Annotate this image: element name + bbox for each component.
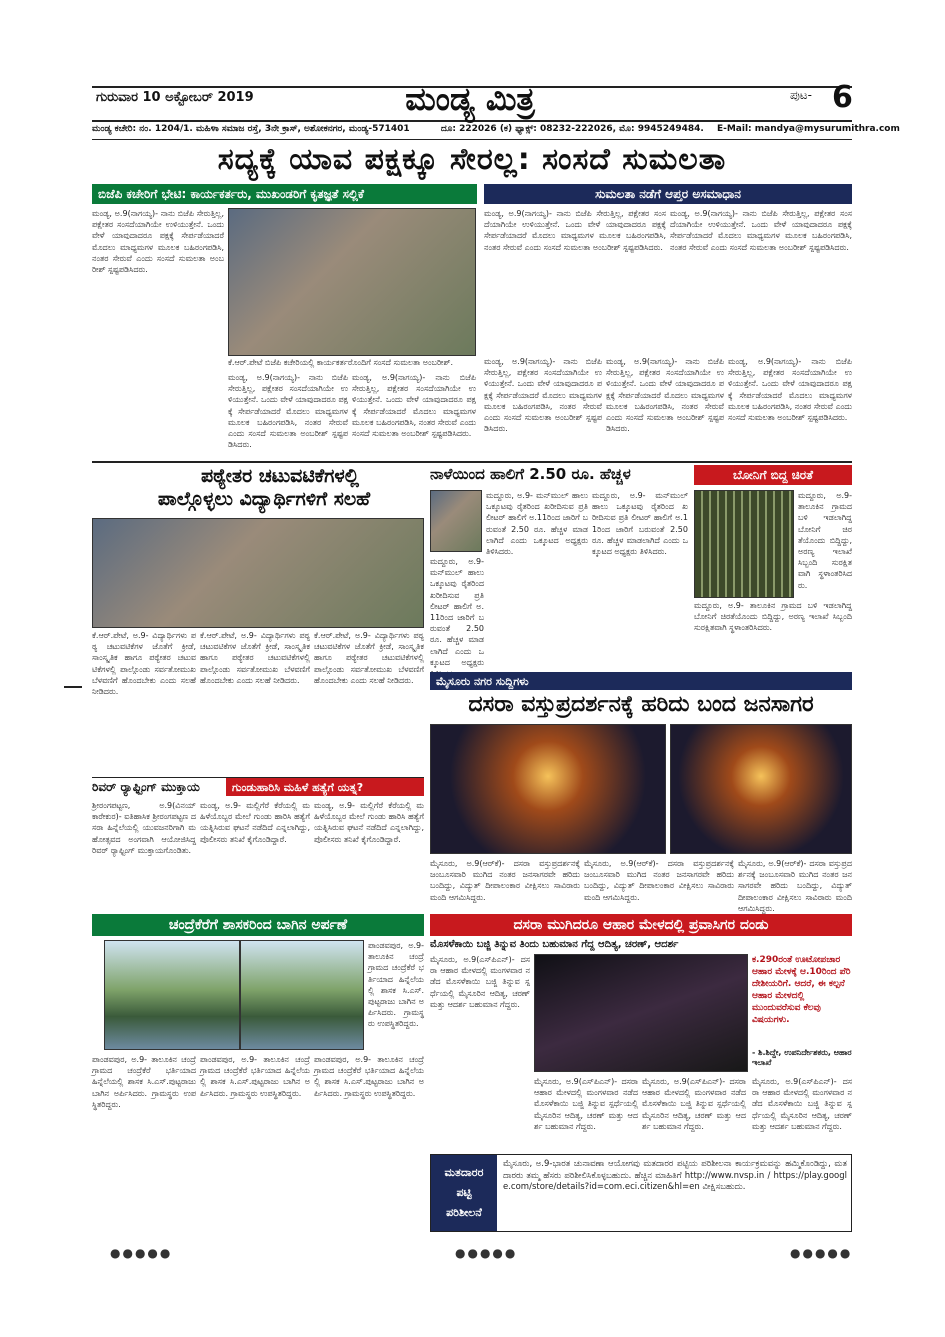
mysuru-section-label: ಮೈಸೂರು ನಗರ ಸುದ್ದಿಗಳು — [430, 672, 852, 690]
story7-body-col4: ಮೈಸೂರು, ಅ.9(ಎಸ್‌ಪಿಎನ್)- ದಸರಾ ಆಹಾರ ಮೇಳದಲ್ಲಿ ಮಂಗಳವಾರ ನಡೆದ ಮೊಸಳೆಕಾಯಿ ಬಜ್ಜಿ ತಿನ್ನುವ ಸ್ಪರ್ಧೆಯಲ್ಲಿ ಮೈಸೂರಿನ ಆದಿತ್ಯ, ಚರಣ್ ಮತ್ತು ಆದರ್ಶ ಬಹುಮಾನ ಗೆದ್ದರು. — [752, 1077, 852, 1131]
lead-body-col2: ಮಂಡ್ಯ, ಅ.9(ನಾಗಯ್ಯ)- ನಾನು ಬಿಜೆಪಿ ಸೇರುತ್ತಿಲ್ಲ, ಪಕ್ಷೇತರ ಸಂಸದೆಯಾಗಿಯೇ ಉಳಿಯುತ್ತೇನೆ. ಒಂದು ವೇಳೆ ಯಾವುದಾದರೂ ಪಕ್ಷಕ್ಕೆ ಸೇರ್ಪಡೆಯಾದರೆ ಮೊದಲು ಮಾಧ್ಯಮಗಳ ಮೂಲಕ ಬಹಿರಂಗಪಡಿಸಿ, ನಂತರ ಸೇರುವೆ ಎಂದು ಸಂಸದೆ ಸುಮಲತಾ ಅಂಬರೀಶ್ ಸ್ಪಷ್ಟಪಡಿಸಿದರು. — [228, 373, 348, 450]
story3-body-col2: ಮದ್ದೂರು, ಅ.9- ಮನ್‌ಮುಲ್ ಹಾಲು ಒಕ್ಕೂಟವು ರೈತರಿಂದ ಖರೀದಿಸುವ ಪ್ರತಿ ಲೀಟರ್ ಹಾಲಿಗೆ ಅ.11ರಿಂದ ಜಾರಿಗೆ ಬರುವಂತೆ 2.50 ರೂ. ಹೆಚ್ಚಳ ಮಾಡಲಾಗಿದೆ ಎಂದು ಒಕ್ಕೂಟದ ಅಧ್ಯಕ್ಷರು ತಿಳಿಸಿದರು. — [592, 491, 688, 557]
story7-headline: ದಸರಾ ಮುಗಿದರೂ ಆಹಾರ ಮೇಳದಲ್ಲಿ ಪ್ರವಾಸಿಗರ ದಂಡು — [430, 914, 852, 936]
story8-body-col1: ಪಾಂಡವಪುರ, ಅ.9- ತಾಲೂಕಿನ ಚಂದ್ರೆ ಗ್ರಾಮದ ಚಂದ್ರೆಕೆರೆ ಭರ್ತಿಯಾದ ಹಿನ್ನೆಲೆಯಲ್ಲಿ ಶಾಸಕ ಸಿ.ಎಸ್.ಪುಟ್ಟರಾಜು ಬಾಗಿನ ಅರ್ಪಿಸಿದರು. ಗ್ರಾಮಸ್ಥರು ಉಪಸ್ಥಿತರಿದ್ದರು. — [92, 1055, 196, 1109]
story6-headline: ಗುಂಡುಹಾರಿಸಿ ಮಹಿಳೆ ಹತ್ಯೆಗೆ ಯತ್ನ? — [226, 778, 424, 796]
story8-headline: ಚಂದ್ರೆಕೆರೆಗೆ ಶಾಸಕರಿಂದ ಬಾಗಿನ ಅರ್ಪಣೆ — [92, 914, 424, 936]
story4-photo — [694, 490, 794, 598]
story4-body-col2: ಮದ್ದೂರು, ಅ.9- ತಾಲೂಕಿನ ಗ್ರಾಮದ ಬಳಿ ಇಡಲಾಗಿದ್ದ ಬೋನಿಗೆ ಚಿರತೆಯೊಂದು ಬಿದ್ದಿದ್ದು, ಅರಣ್ಯ ಇಲಾಖೆ ಸಿಬ್ಬಂದಿ ಸುರಕ್ಷಿತವಾಗಿ ಸ್ಥಳಾಂತರಿಸಿದರು. — [694, 601, 852, 633]
story8-body-col2: ಪಾಂಡವಪುರ, ಅ.9- ತಾಲೂಕಿನ ಚಂದ್ರೆ ಗ್ರಾಮದ ಚಂದ್ರೆಕೆರೆ ಭರ್ತಿಯಾದ ಹಿನ್ನೆಲೆಯಲ್ಲಿ ಶಾಸಕ ಸಿ.ಎಸ್.ಪುಟ್ಟರಾಜು ಬಾಗಿನ ಅರ್ಪಿಸಿದರು. ಗ್ರಾಮಸ್ಥರು ಉಪಸ್ಥಿತರಿದ್ದರು. — [200, 1055, 310, 1098]
story7-quote-author: - ಶಿ.ಶಿದ್ದೇ, ಉಪನಿರ್ದೇಶಕರು, ಆಹಾರ ಇಲಾಖೆ — [752, 1048, 852, 1067]
side-body-col1: ಮಂಡ್ಯ, ಅ.9(ನಾಗಯ್ಯ)- ನಾನು ಬಿಜೆಪಿ ಸೇರುತ್ತಿಲ್ಲ, ಪಕ್ಷೇತರ ಸಂಸದೆಯಾಗಿಯೇ ಉಳಿಯುತ್ತೇನೆ. ಒಂದು ವೇಳೆ ಯಾವುದಾದರೂ ಪಕ್ಷಕ್ಕೆ ಸೇರ್ಪಡೆಯಾದರೆ ಮೊದಲು ಮಾಧ್ಯಮಗಳ ಮೂಲಕ ಬಹಿರಂಗಪಡಿಸಿ, ನಂತರ ಸೇರುವೆ ಎಂದು ಸಂಸದೆ ಸುಮಲತಾ ಅಂಬರೀಶ್ ಸ್ಪಷ್ಟಪಡಿಸಿದರು. — [484, 209, 666, 252]
side-body-col5: ಮಂಡ್ಯ, ಅ.9(ನಾಗಯ್ಯ)- ನಾನು ಬಿಜೆಪಿ ಸೇರುತ್ತಿಲ್ಲ, ಪಕ್ಷೇತರ ಸಂಸದೆಯಾಗಿಯೇ ಉಳಿಯುತ್ತೇನೆ. ಒಂದು ವೇಳೆ ಯಾವುದಾದರೂ ಪಕ್ಷಕ್ಕೆ ಸೇರ್ಪಡೆಯಾದರೆ ಮೊದಲು ಮಾಧ್ಯಮಗಳ ಮೂಲಕ ಬಹಿರಂಗಪಡಿಸಿ, ನಂತರ ಸೇರುವೆ ಎಂದು ಸಂಸದೆ ಸುಮಲತಾ ಅಂಬರೀಶ್ ಸ್ಪಷ್ಟಪಡಿಸಿದರು. — [728, 357, 852, 423]
mysuru-body-col1: ಮೈಸೂರು, ಅ.9(ಆರ್‌ಕೆ)- ದಸರಾ ವಸ್ತುಪ್ರದರ್ಶನಕ್ಕೆ ಜಂಬೂಸವಾರಿ ಮುಗಿದ ನಂತರ ಜನಸಾಗರವೇ ಹರಿದು ಬಂದಿದ್ದು, ವಿದ್ಯುತ್ ದೀಪಾಲಂಕಾರ ವೀಕ್ಷಿಸಲು ಸಾವಿರಾರು ಮಂದಿ ಆಗಮಿಸಿದ್ದರು. — [430, 859, 580, 902]
story8-photo-ceremony — [104, 940, 240, 1050]
story2-body-col2: ಕೆ.ಆರ್.ಪೇಟೆ, ಅ.9- ವಿದ್ಯಾರ್ಥಿಗಳು ಪಠ್ಯ ಚಟುವಟಿಕೆಗಳ ಜೊತೆಗೆ ಕ್ರೀಡೆ, ಸಾಂಸ್ಕೃತಿಕ ಹಾಗೂ ಪಠ್ಯೇತರ ಚಟುವಟಿಕೆಗಳಲ್ಲಿ ಪಾಲ್ಗೊಂಡು ಸರ್ವತೋಮುಖ ಬೆಳವಣಿಗೆ ಹೊಂದಬೇಕು ಎಂದು ಸಲಹೆ ನೀಡಿದರು. — [200, 631, 310, 685]
story4-body-col1: ಮದ್ದೂರು, ಅ.9- ತಾಲೂಕಿನ ಗ್ರಾಮದ ಬಳಿ ಇಡಲಾಗಿದ್ದ ಬೋನಿಗೆ ಚಿರತೆಯೊಂದು ಬಿದ್ದಿದ್ದು, ಅರಣ್ಯ ಇಲಾಖೆ ಸಿಬ್ಬಂದಿ ಸುರಕ್ಷಿತವಾಗಿ ಸ್ಥಳಾಂತರಿಸಿದರು. — [798, 491, 852, 590]
side-body-col2: ಮಂಡ್ಯ, ಅ.9(ನಾಗಯ್ಯ)- ನಾನು ಬಿಜೆಪಿ ಸೇರುತ್ತಿಲ್ಲ, ಪಕ್ಷೇತರ ಸಂಸದೆಯಾಗಿಯೇ ಉಳಿಯುತ್ತೇನೆ. ಒಂದು ವೇಳೆ ಯಾವುದಾದರೂ ಪಕ್ಷಕ್ಕೆ ಸೇರ್ಪಡೆಯಾದರೆ ಮೊದಲು ಮಾಧ್ಯಮಗಳ ಮೂಲಕ ಬಹಿರಂಗಪಡಿಸಿ, ನಂತರ ಸೇರುವೆ ಎಂದು ಸಂಸದೆ ಸುಮಲತಾ ಅಂಬರೀಶ್ ಸ್ಪಷ್ಟಪಡಿಸಿದರು. — [670, 209, 852, 252]
voter-label-3: ಪರಿಶೀಲನೆ — [446, 1206, 482, 1219]
story8-photo-lake — [240, 940, 364, 1050]
story6-body-col1: ಮಂಡ್ಯ, ಅ.9- ಮಲ್ಲಿಗೆರೆ ಕೆರೆಯಲ್ಲಿ ಮಹಿಳೆಯೊಬ್ಬರ ಮೇಲೆ ಗುಂಡು ಹಾರಿಸಿ ಹತ್ಯೆಗೆ ಯತ್ನಿಸಿರುವ ಘಟನೆ ನಡೆದಿದೆ ಎನ್ನಲಾಗಿದ್ದು, ಪೊಲೀಸರು ತನಿಖೆ ಕೈಗೊಂಡಿದ್ದಾರೆ. — [200, 801, 310, 844]
story3-headline: ನಾಳೆಯಿಂದ ಹಾಲಿಗೆ 2.50 ರೂ. ಹೆಚ್ಚಳ — [430, 465, 631, 483]
story7-body-col1: ಮೈಸೂರು, ಅ.9(ಎಸ್‌ಪಿಎನ್)- ದಸರಾ ಆಹಾರ ಮೇಳದಲ್ಲಿ ಮಂಗಳವಾರ ನಡೆದ ಮೊಸಳೆಕಾಯಿ ಬಜ್ಜಿ ತಿನ್ನುವ ಸ್ಪರ್ಧೆಯಲ್ಲಿ ಮೈಸೂರಿನ ಆದಿತ್ಯ, ಚರಣ್ ಮತ್ತು ಆದರ್ಶ ಬಹುಮಾನ ಗೆದ್ದರು. — [430, 955, 530, 1009]
newspaper-title: ಮಂಡ್ಯ ಮಿತ್ರ — [405, 80, 535, 118]
office-info-line — [92, 124, 900, 140]
lead-body-col3: ಮಂಡ್ಯ, ಅ.9(ನಾಗಯ್ಯ)- ನಾನು ಬಿಜೆಪಿ ಸೇರುತ್ತಿಲ್ಲ, ಪಕ್ಷೇತರ ಸಂಸದೆಯಾಗಿಯೇ ಉಳಿಯುತ್ತೇನೆ. ಒಂದು ವೇಳೆ ಯಾವುದಾದರೂ ಪಕ್ಷಕ್ಕೆ ಸೇರ್ಪಡೆಯಾದರೆ ಮೊದಲು ಮಾಧ್ಯಮಗಳ ಮೂಲಕ ಬಹಿರಂಗಪಡಿಸಿ, ನಂತರ ಸೇರುವೆ ಎಂದು ಸಂಸದೆ ಸುಮಲತಾ ಅಂಬರೀಶ್ ಸ್ಪಷ್ಟಪಡಿಸಿದರು. — [352, 373, 476, 439]
story3-portrait — [430, 490, 482, 552]
story3-body-col0: ಮದ್ದೂರು, ಅ.9- ಮನ್‌ಮುಲ್ ಹಾಲು ಒಕ್ಕೂಟವು ರೈತರಿಂದ ಖರೀದಿಸುವ ಪ್ರತಿ ಲೀಟರ್ ಹಾಲಿಗೆ ಅ.11ರಿಂದ ಜಾರಿಗೆ ಬರುವಂತೆ 2.50 ರೂ. ಹೆಚ್ಚಳ ಮಾಡಲಾಗಿದೆ ಎಂದು ಒಕ್ಕೂಟದ ಅಧ್ಯಕ್ಷರು — [430, 557, 484, 667]
story5-headline: ರಿವರ್ ರ್‍ಯಾಫ್ಟಿಂಗ್ ಮುಕ್ತಾಯ — [92, 780, 200, 794]
voter-label-1: ಮತದಾರರ — [444, 1166, 484, 1179]
lead-body-col1: ಮಂಡ್ಯ, ಅ.9(ನಾಗಯ್ಯ)- ನಾನು ಬಿಜೆಪಿ ಸೇರುತ್ತಿಲ್ಲ, ಪಕ್ಷೇತರ ಸಂಸದೆಯಾಗಿಯೇ ಉಳಿಯುತ್ತೇನೆ. ಒಂದು ವೇಳೆ ಯಾವುದಾದರೂ ಪಕ್ಷಕ್ಕೆ ಸೇರ್ಪಡೆಯಾದರೆ ಮೊದಲು ಮಾಧ್ಯಮಗಳ ಮೂಲಕ ಬಹಿರಂಗಪಡಿಸಿ, ನಂತರ ಸೇರುವೆ ಎಂದು ಸಂಸದೆ ಸುಮಲತಾ ಅಂಬರೀಶ್ ಸ್ಪಷ್ಟಪಡಿಸಿದರು. — [92, 209, 224, 275]
story8-body-col3: ಪಾಂಡವಪುರ, ಅ.9- ತಾಲೂಕಿನ ಚಂದ್ರೆ ಗ್ರಾಮದ ಚಂದ್ರೆಕೆರೆ ಭರ್ತಿಯಾದ ಹಿನ್ನೆಲೆಯಲ್ಲಿ ಶಾಸಕ ಸಿ.ಎಸ್.ಪುಟ್ಟರಾಜು ಬಾಗಿನ ಅರ್ಪಿಸಿದರು. ಗ್ರಾಮಸ್ಥರು ಉಪಸ್ಥಿತರಿದ್ದರು. — [314, 1055, 424, 1098]
side-body-col4: ಮಂಡ್ಯ, ಅ.9(ನಾಗಯ್ಯ)- ನಾನು ಬಿಜೆಪಿ ಸೇರುತ್ತಿಲ್ಲ, ಪಕ್ಷೇತರ ಸಂಸದೆಯಾಗಿಯೇ ಉಳಿಯುತ್ತೇನೆ. ಒಂದು ವೇಳೆ ಯಾವುದಾದರೂ ಪಕ್ಷಕ್ಕೆ ಸೇರ್ಪಡೆಯಾದರೆ ಮೊದಲು ಮಾಧ್ಯಮಗಳ ಮೂಲಕ ಬಹಿರಂಗಪಡಿಸಿ, ನಂತರ ಸೇರುವೆ ಎಂದು ಸಂಸದೆ ಸುಮಲತಾ ಅಂಬರೀಶ್ ಸ್ಪಷ್ಟಪಡಿಸಿದರು. — [606, 357, 724, 434]
story8-body-col0: ಪಾಂಡವಪುರ, ಅ.9- ತಾಲೂಕಿನ ಚಂದ್ರೆ ಗ್ರಾಮದ ಚಂದ್ರೆಕೆರೆ ಭರ್ತಿಯಾದ ಹಿನ್ನೆಲೆಯಲ್ಲಿ ಶಾಸಕ ಸಿ.ಎಸ್.ಪುಟ್ಟರಾಜು ಬಾಗಿನ ಅರ್ಪಿಸಿದರು. ಗ್ರಾಮಸ್ಥರು ಉಪಸ್ಥಿತರಿದ್ದರು. — [368, 941, 424, 1029]
story6-body-col2: ಮಂಡ್ಯ, ಅ.9- ಮಲ್ಲಿಗೆರೆ ಕೆರೆಯಲ್ಲಿ ಮಹಿಳೆಯೊಬ್ಬರ ಮೇಲೆ ಗುಂಡು ಹಾರಿಸಿ ಹತ್ಯೆಗೆ ಯತ್ನಿಸಿರುವ ಘಟನೆ ನಡೆದಿದೆ ಎನ್ನಲಾಗಿದ್ದು, ಪೊಲೀಸರು ತನಿಖೆ ಕೈಗೊಂಡಿದ್ದಾರೆ. — [314, 801, 424, 844]
page-label: ಪುಟ- — [790, 88, 812, 102]
lead-photo-caption: ಕೆ.ಆರ್.ಪೇಟೆ ಬಿಜೆಪಿ ಕಚೇರಿಯಲ್ಲಿ ಕಾರ್ಯಕರ್ತರೊಂದಿಗೆ ಸಂಸದೆ ಸುಮಲತಾ ಅಂಬರೀಶ್. — [228, 358, 453, 367]
story2-body-col3: ಕೆ.ಆರ್.ಪೇಟೆ, ಅ.9- ವಿದ್ಯಾರ್ಥಿಗಳು ಪಠ್ಯ ಚಟುವಟಿಕೆಗಳ ಜೊತೆಗೆ ಕ್ರೀಡೆ, ಸಾಂಸ್ಕೃತಿಕ ಹಾಗೂ ಪಠ್ಯೇತರ ಚಟುವಟಿಕೆಗಳಲ್ಲಿ ಪಾಲ್ಗೊಂಡು ಸರ್ವತೋಮುಖ ಬೆಳವಣಿಗೆ ಹೊಂದಬೇಕು ಎಂದು ಸಲಹೆ ನೀಡಿದರು. — [314, 631, 424, 685]
story7-subhead: ಮೊಸಳೆಕಾಯಿ ಬಜ್ಜಿ ತಿನ್ನುವ ತಿಂದು ಬಹುಮಾನ ಗೆದ್ದ ಆದಿತ್ಯ, ಚರಣ್, ಆದರ್ಶ — [430, 939, 679, 950]
section-divider — [92, 461, 852, 463]
registration-marks-center: ●●●●● — [455, 1246, 518, 1260]
story7-photo — [534, 954, 748, 1072]
story2-headline-2: ಪಾಲ್ಗೊಳ್ಳಲು ವಿದ್ಯಾರ್ಥಿಗಳಿಗೆ ಸಲಹೆ — [157, 488, 371, 510]
story2-photo — [92, 518, 424, 628]
voter-box-label — [431, 1155, 497, 1231]
story2-headline-1: ಪಠ್ಯೇತರ ಚಟುವಟಿಕೆಗಳಲ್ಲಿ — [200, 465, 360, 487]
story7-body-col2: ಮೈಸೂರು, ಅ.9(ಎಸ್‌ಪಿಎನ್)- ದಸರಾ ಆಹಾರ ಮೇಳದಲ್ಲಿ ಮಂಗಳವಾರ ನಡೆದ ಮೊಸಳೆಕಾಯಿ ಬಜ್ಜಿ ತಿನ್ನುವ ಸ್ಪರ್ಧೆಯಲ್ಲಿ ಮೈಸೂರಿನ ಆದಿತ್ಯ, ಚರಣ್ ಮತ್ತು ಆದರ್ಶ ಬಹುಮಾನ ಗೆದ್ದರು. — [534, 1077, 638, 1131]
story7-body-col3: ಮೈಸೂರು, ಅ.9(ಎಸ್‌ಪಿಎನ್)- ದಸರಾ ಆಹಾರ ಮೇಳದಲ್ಲಿ ಮಂಗಳವಾರ ನಡೆದ ಮೊಸಳೆಕಾಯಿ ಬಜ್ಜಿ ತಿನ್ನುವ ಸ್ಪರ್ಧೆಯಲ್ಲಿ ಮೈಸೂರಿನ ಆದಿತ್ಯ, ಚರಣ್ ಮತ್ತು ಆದರ್ಶ ಬಹುಮಾನ ಗೆದ್ದರು. — [642, 1077, 746, 1131]
lead-headline: ಸದ್ಯಕ್ಕೆ ಯಾವ ಪಕ್ಷಕ್ಕೂ ಸೇರಲ್ಲ: ಸಂಸದೆ ಸುಮಲತಾ — [217, 142, 727, 177]
mysuru-body-col3: ಮೈಸೂರು, ಅ.9(ಆರ್‌ಕೆ)- ದಸರಾ ವಸ್ತುಪ್ರದರ್ಶನಕ್ಕೆ ಜಂಬೂಸವಾರಿ ಮುಗಿದ ನಂತರ ಜನಸಾಗರವೇ ಹರಿದು ಬಂದಿದ್ದು, ವಿದ್ಯುತ್ ದೀಪಾಲಂಕಾರ ವೀಕ್ಷಿಸಲು ಸಾವಿರಾರು ಮಂದಿ ಆಗಮಿಸಿದ್ದರು. — [738, 859, 852, 913]
mysuru-body-col2: ಮೈಸೂರು, ಅ.9(ಆರ್‌ಕೆ)- ದಸರಾ ವಸ್ತುಪ್ರದರ್ಶನಕ್ಕೆ ಜಂಬೂಸವಾರಿ ಮುಗಿದ ನಂತರ ಜನಸಾಗರವೇ ಹರಿದು ಬಂದಿದ್ದು, ವಿದ್ಯುತ್ ದೀಪಾಲಂಕಾರ ವೀಕ್ಷಿಸಲು ಸಾವಿರಾರು ಮಂದಿ ಆಗಮಿಸಿದ್ದರು. — [584, 859, 734, 902]
voter-label-2: ಪಟ್ಟಿ — [456, 1186, 472, 1199]
masthead-date: ಗುರುವಾರ 10 ಅಕ್ಟೋಬರ್ 2019 — [96, 90, 254, 105]
mysuru-photo-exhibition — [670, 724, 852, 854]
story3-body-col1: ಮದ್ದೂರು, ಅ.9- ಮನ್‌ಮುಲ್ ಹಾಲು ಒಕ್ಕೂಟವು ರೈತರಿಂದ ಖರೀದಿಸುವ ಪ್ರತಿ ಲೀಟರ್ ಹಾಲಿಗೆ ಅ.11ರಿಂದ ಜಾರಿಗೆ ಬರುವಂತೆ 2.50 ರೂ. ಹೆಚ್ಚಳ ಮಾಡಲಾಗಿದೆ ಎಂದು ಒಕ್ಕೂಟದ ಅಧ್ಯಕ್ಷರು ತಿಳಿಸಿದರು. — [486, 491, 588, 557]
voter-body: ಮೈಸೂರು, ಅ.9-ಭಾರತ ಚುನಾವಣಾ ಆಯೋಗವು ಮತದಾರರ ಪಟ್ಟಿಯ ಪರಿಶೀಲನಾ ಕಾರ್ಯಕ್ರಮವನ್ನು ಹಮ್ಮಿಕೊಂಡಿದ್ದು, ಮತದಾರರು ತಮ್ಮ ಹೆಸರು ಪರಿಶೀಲಿಸಿಕೊಳ್ಳಬಹುದು. ಹೆಚ್ಚಿನ ಮಾಹಿತಿಗೆ http://www.nvsp.in / https://play.google.com/store/details?id=com.eci.citizen&hl=en ವೀಕ್ಷಿಸಬಹುದು. — [503, 1159, 847, 1192]
story4-headline: ಬೋನಿಗೆ ಬಿದ್ದ ಚಿರತೆ — [694, 465, 852, 485]
mysuru-photo-street — [430, 724, 666, 854]
page-number: 6 — [832, 80, 853, 115]
side-headline: ಸುಮಲತಾ ನಡೆಗೆ ಆಪ್ತರ ಅಸಮಾಧಾನ — [484, 184, 852, 204]
voter-box — [430, 1154, 852, 1232]
office-address: ಮಂಡ್ಯ ಕಚೇರಿ: ನಂ. 1204/1. ಮಹಿಳಾ ಸಮಾಜ ರಸ್ತೆ, 3ನೇ ಕ್ರಾಸ್, ಅಶೋಕನಗರ, ಮಂಡ್ಯ-571401 — [92, 124, 410, 134]
lead-photo — [228, 208, 476, 356]
side-body-col3: ಮಂಡ್ಯ, ಅ.9(ನಾಗಯ್ಯ)- ನಾನು ಬಿಜೆಪಿ ಸೇರುತ್ತಿಲ್ಲ, ಪಕ್ಷೇತರ ಸಂಸದೆಯಾಗಿಯೇ ಉಳಿಯುತ್ತೇನೆ. ಒಂದು ವೇಳೆ ಯಾವುದಾದರೂ ಪಕ್ಷಕ್ಕೆ ಸೇರ್ಪಡೆಯಾದರೆ ಮೊದಲು ಮಾಧ್ಯಮಗಳ ಮೂಲಕ ಬಹಿರಂಗಪಡಿಸಿ, ನಂತರ ಸೇರುವೆ ಎಂದು ಸಂಸದೆ ಸುಮಲತಾ ಅಂಬರೀಶ್ ಸ್ಪಷ್ಟಪಡಿಸಿದರು. — [484, 357, 602, 434]
story7-quote: ಕ.290ರಂತೆ ಊಟೋಪಚಾರ ಆಹಾರ ಮೇಳಕ್ಕೆ ಆ.10ರಿಂದ ಪೆರಿ ದೇಶೀಯರಿಗೆ. ಆದರೆ, ಈ ಕಲ್ಪನೆ ಆಹಾರ ಮೇಳದಲ್ಲಿ ಮುಂದುವರೆಸುವ ಕೆಲವು ವಿಷಯಗಳು. — [752, 955, 851, 1025]
office-email: E-Mail: mandya@mysurumithra.com — [716, 124, 900, 134]
mysuru-headline: ದಸರಾ ವಸ್ತುಪ್ರದರ್ಶನಕ್ಕೆ ಹರಿದು ಬಂದ ಜನಸಾಗರ — [468, 692, 814, 717]
office-phone: ದೂ: 222026 (ಕ) ಫ್ಯಾಕ್ಸ್: 08232-222026, ಮೊ: 9945249484. — [440, 124, 704, 134]
story2-body-col1: ಕೆ.ಆರ್.ಪೇಟೆ, ಅ.9- ವಿದ್ಯಾರ್ಥಿಗಳು ಪಠ್ಯ ಚಟುವಟಿಕೆಗಳ ಜೊತೆಗೆ ಕ್ರೀಡೆ, ಸಾಂಸ್ಕೃತಿಕ ಹಾಗೂ ಪಠ್ಯೇತರ ಚಟುವಟಿಕೆಗಳಲ್ಲಿ ಪಾಲ್ಗೊಂಡು ಸರ್ವತೋಮುಖ ಬೆಳವಣಿಗೆ ಹೊಂದಬೇಕು ಎಂದು ಸಲಹೆ ನೀಡಿದರು. — [92, 631, 196, 697]
lead-subhead: ಬಿಜೆಪಿ ಕಚೇರಿಗೆ ಭೇಟಿ: ಕಾರ್ಯಕರ್ತರು, ಮುಖಂಡರಿಗೆ ಕೃತಜ್ಞತೆ ಸಲ್ಲಿಕೆ — [92, 184, 477, 204]
crop-mark — [64, 686, 82, 688]
registration-marks-left: ●●●●● — [110, 1246, 173, 1260]
registration-marks-right: ●●●●● — [790, 1246, 853, 1260]
story5-body-col1: ಶ್ರೀರಂಗಪಟ್ಟಣ, ಅ.9(ವಿನಯ್ ಕಾರೇಕುರ)- ಐತಿಹಾಸಿಕ ಶ್ರೀರಂಗಪಟ್ಟಣ ದಸರಾ ಹಿನ್ನೆಲೆಯಲ್ಲಿ ಯುವಜನರಿಗಾಗಿ ಮಹೋತ್ಸವದ ಅಂಗವಾಗಿ ಆಯೋಜಿಸಿದ್ದ ರಿವರ್ ರ್‍ಯಾಫ್ಟಿಂಗ್ ಮುಕ್ತಾಯಗೊಂಡಿತು. — [92, 801, 196, 855]
